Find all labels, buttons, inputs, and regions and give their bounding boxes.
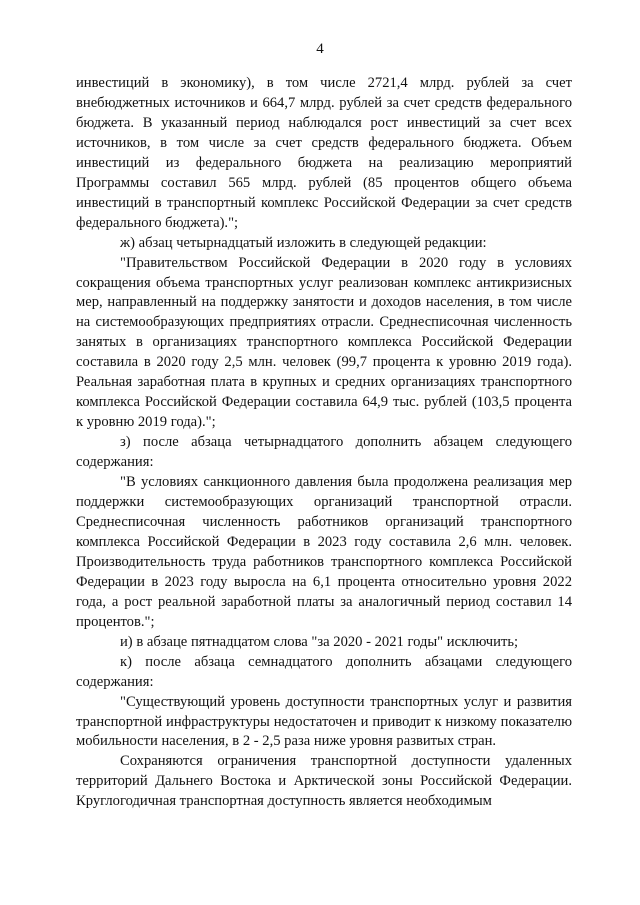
paragraph-remote-territories: Сохраняются ограничения транспортной доступности удаленных территорий Дальнего Востока и Арктической зоны Российской Федерации. Круглогодичная транспортная доступность является необходимым: [76, 753, 572, 810]
paragraph-quote-sanctions: "В условиях санкционного давления была продолжена реализация мер поддержки системообразующих организаций транспортной отрасли. Среднесписочная численность работников организаций транспортного комплекса Российской Федерации в 2023 году составила 2,6 млн. человек. Производительность труда работников транспортного комплекса Российской Федерации в 2023 году выросла на 6,1 процента относительно уровня 2022 года, а рост реальной заработной платы за аналогичный период составил 14 процентов.";: [76, 474, 572, 630]
paragraph-item-z: з) после абзаца четырнадцатого дополнить абзацем следующего содержания:: [76, 434, 572, 471]
paragraph-item-zh: ж) абзац четырнадцатый изложить в следующей редакции:: [120, 234, 487, 251]
paragraph-item-i: и) в абзаце пятнадцатом слова "за 2020 - 2021 годы" исключить;: [120, 633, 519, 650]
page-number: 4: [316, 41, 324, 57]
paragraph-item-k: к) после абзаца семнадцатого дополнить абзацами следующего содержания:: [76, 653, 572, 690]
paragraph-investments-continuation: инвестиций в экономику), в том числе 2721,4 млрд. рублей за счет внебюджетных источников и 664,7 млрд. рублей за счет средств федерального бюджета. В указанный период наблюдался рост инвестиций за счет всех источников, в том числе за счет средств федерального бюджета. Объем инвестиций из федерального бюджета на реализацию мероприятий Программы составил 565 млрд. рублей (85 процентов общего объема инвестиций в транспортный комплекс Российской Федерации за счет средств федерального бюджета).";: [76, 75, 572, 231]
paragraph-quote-2020: "Правительством Российской Федерации в 2020 году в условиях сокращения объема транспортных услуг реализован комплекс антикризисных мер, направленный на поддержку занятости и доходов населения, в том числе на системообразующих предприятиях отрасли. Среднесписочная численность занятых в организациях транспортного комплекса Российской Федерации составила в 2020 году 2,5 млн. человек (99,7 процента к уровню 2019 года). Реальная заработная плата в крупных и средних организациях транспортного комплекса Российской Федерации составила 64,9 тыс. рублей (103,5 процента к уровню 2019 года).";: [76, 254, 572, 431]
document-body: [76, 74, 572, 812]
paragraph-quote-accessibility: "Существующий уровень доступности транспортных услуг и развития транспортной инфраструктуры недостаточен и приводит к низкому показателю мобильности населения, в 2 - 2,5 раза ниже уровня развитых стран.: [76, 693, 572, 750]
